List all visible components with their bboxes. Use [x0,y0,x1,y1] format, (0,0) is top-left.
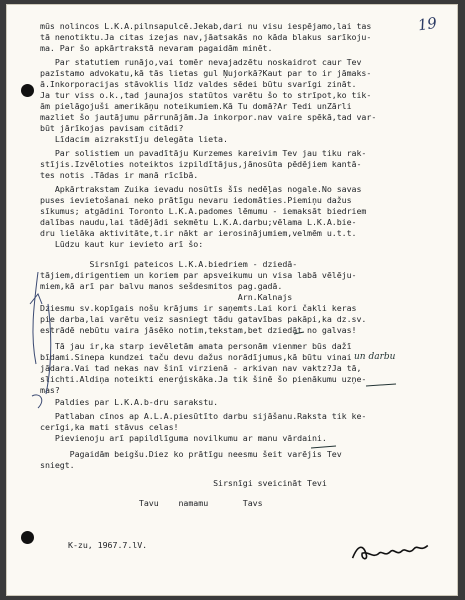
text-line: jādara.Vai tad nekas nav šinī virzienā - arkivan nav vaktz?Ja tā, [40,363,362,373]
text-line: mazliet šo jautājumu pārrunājām.Ja inkorpor.nav vaire spēkā,tad var- [40,112,377,122]
text-line: slichti.Aldiņa noteikti enerģiskāka.Ja tik šinē šo pienākumu uzņe- [40,374,367,384]
text-line: K-zu, 1967.7.lV. [68,540,148,550]
text-line: estrādē nebūtu vaira jāsēko notim,tekstam,bet dziedāt no galvas! [40,325,357,335]
text-line: ma. Par šo apkārtrakstā nevaram pagaidām minēt. [40,43,273,53]
text-line: Paldies par L.K.A.b-dru sarakstu. [40,397,219,407]
text-line: puses ievietošanai neko prātīgu nevaru iedomāties.Piemiņu dažus [40,195,352,205]
text-line: Apkārtrakstam Zuika ievadu nosūtīs šīs nedēļas nogale.No savas [40,184,362,194]
text-line: Pievienoju arī papildlīguma novilkumu ar manu vārdaini. [40,433,327,443]
text-line: ā.Inkorporacijas stāvoklis līdz valdes sēdei būtu svarīgi zināt. [40,79,357,89]
text-line: dru lielāka aktivitāte,t.ir nākt ar ierosinājumiem,velmēm u.t.t. [40,228,357,238]
text-line: stījis.Izvēloties noteiktos izpildītājus,jānosūta pēdējiem kantā- [40,159,362,169]
text-line: pie darba,lai varētu veiz sasniegt tādu gatavības pakāpi,ka dz.sv. [40,314,367,324]
text-line: Pagaidām beigšu.Diez ko prātīgu neesmu šeit varējis Tev [40,449,342,459]
text-line: Arn.Kalnajs [40,292,293,302]
text-line: mūs nolincos L.K.A.pilnsapulcē.Jekab,dari nu visu iespējamo,lai tas [40,21,372,31]
text-line: Ja tur viss o.k.,tad jaunajos statūtos varētu šo to strīpot,ko tik- [40,90,372,100]
handwritten-insert: un darbu [354,352,396,362]
handwritten-margin-marks [6,4,458,596]
text-line: Sirsnīgi pateicos L.K.A.biedriem - dziedā- [40,259,298,269]
text-line: bīdami.Sinepa kundzei taču devu dažus norādījumus,kā būtu vinai [40,352,352,362]
text-line: Tavu namamu Tavs [40,498,263,508]
page-number: 19 [416,13,439,35]
document-page [6,4,458,596]
text-line: Līdacim aizrakstīju delegāta lieta. [40,134,228,144]
text-line: sniegt. [40,460,75,470]
text-line: Tā jau ir,ka starp ievēletām amata personām vienmer būs dažī [40,341,352,351]
text-line: būt jārīkojas pavisam citādi? [40,123,184,133]
text-line: Dziesmu sv.kopīgais nošu krājums ir saņemts.Lai kori čakli keras [40,303,357,313]
text-line: tājiem,dirigentiem un koriem par apsveikumu un visa labā vēlēju- [40,270,357,280]
text-line: cerīgi,ka mati stāvus celas! [40,422,179,432]
text-line: tā nenotiktu.Ja citas izejas nav,jāatsakās no kāda blakus sarīkoju- [40,32,372,42]
text-line: pazīstamo advokatu,kā tās lietas gul Ņujorkā?Kaut par to ir jāmaks- [40,68,372,78]
text-line: Par statutiem runājo,vai tomēr nevajadzētu noskaidrot caur Tev [40,57,362,67]
text-line: ām pielāgojuši amerikāņu noteikumiem.Kā Tu domā?Ar Tedi unZārli [40,101,352,111]
text-line: miem,kā arī par balvu manos sešdesmitos pag.gadā. [40,281,283,291]
text-line: mas? [40,385,60,395]
text-line: dalības naudu,lai tādējādi sekmētu L.K.A.darbu;vēlama L.K.A.bie- [40,217,357,227]
text-line: Patlaban cīnos ap A.L.A.piesūtīto darbu sijāšanu.Raksta tik ke- [40,411,367,421]
text-line: sīkumus; atgādini Toronto L.K.A.padomes lēmumu - iemaksāt biedriem [40,206,367,216]
text-line: Par solistiem un pavadītāju Kurzemes kareivim Tev jau tiku rak- [40,148,367,158]
text-line: Lūdzu kaut kur ievieto arī šo: [40,239,204,249]
text-line: Sirsnīgi sveicināt Tevi [40,478,327,488]
text-line: tes notis .Tādas ir manā rīcībā. [40,170,199,180]
